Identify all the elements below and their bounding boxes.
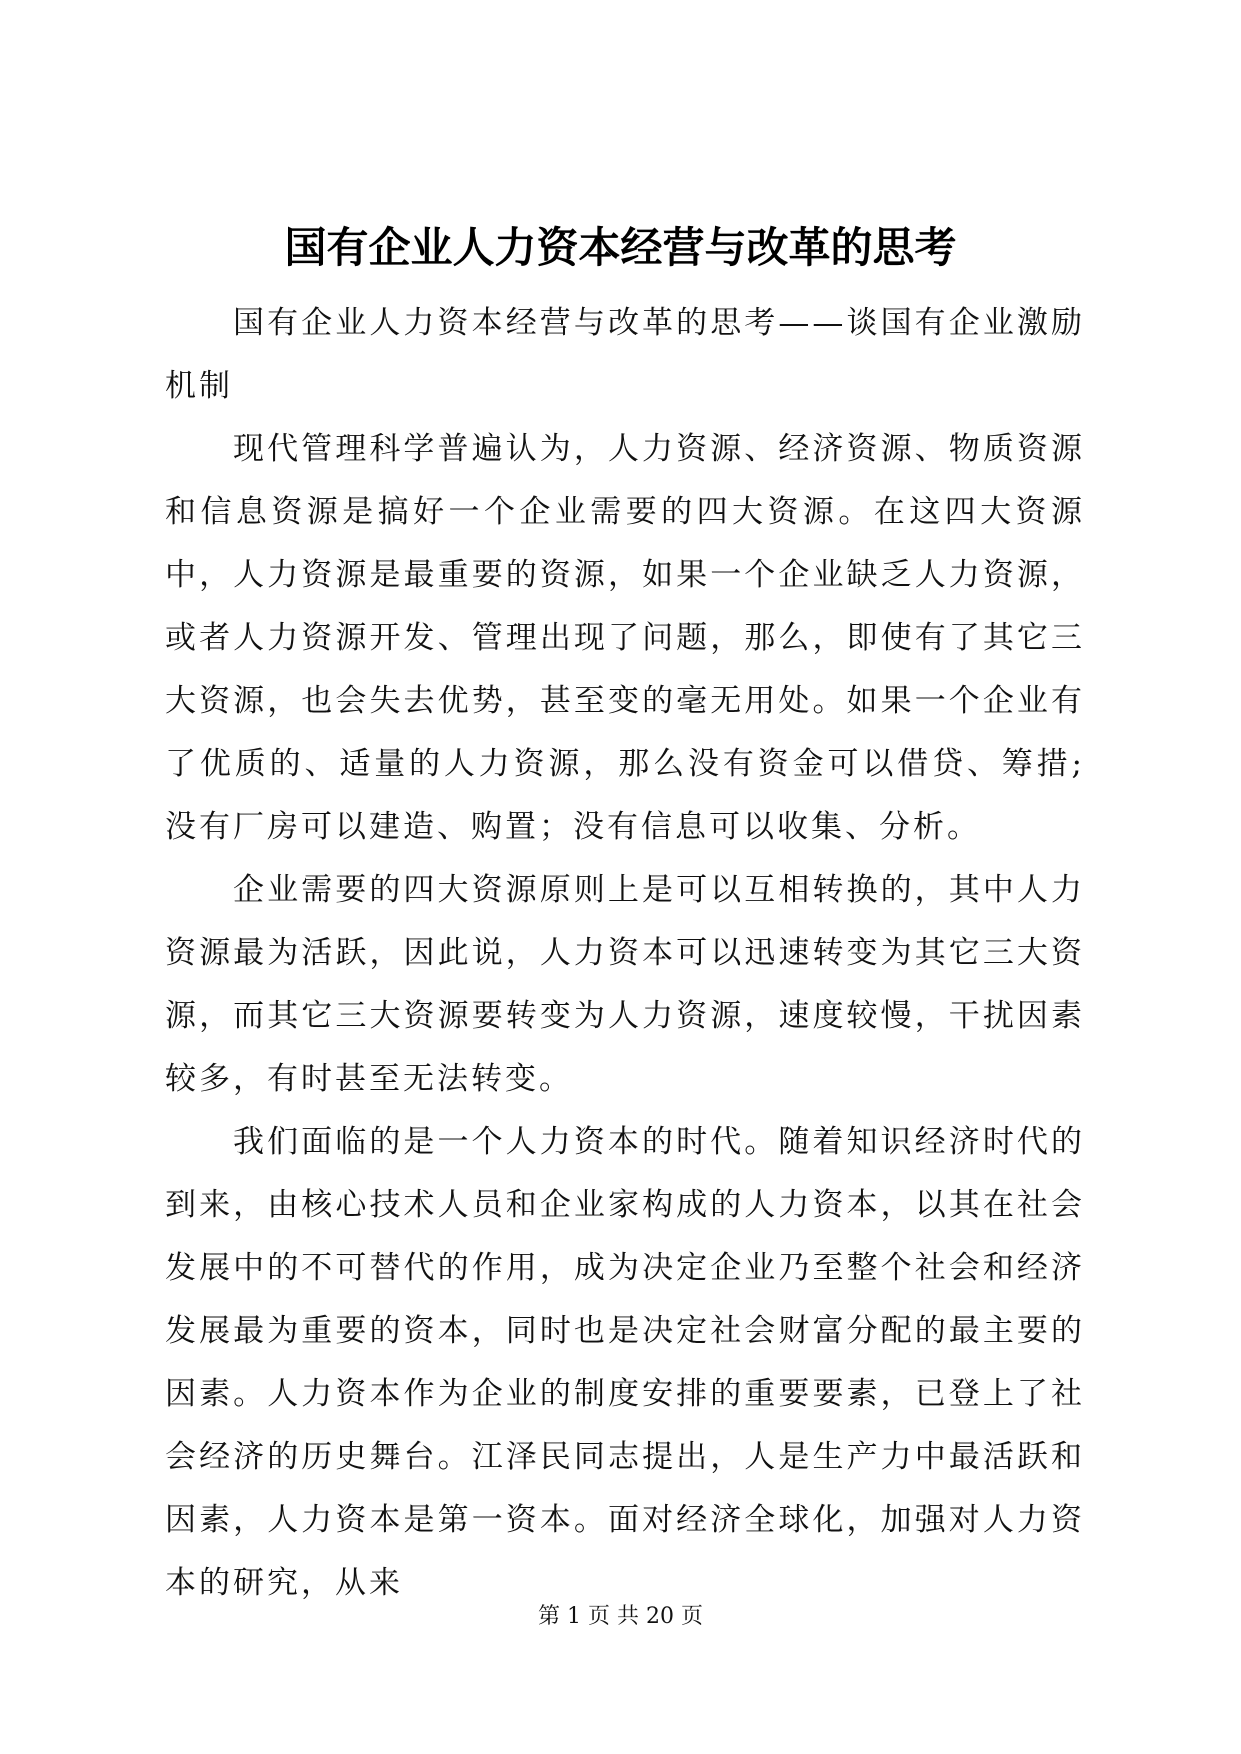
paragraph-1: 现代管理科学普遍认为，人力资源、经济资源、物质资源和信息资源是搞好一个企业需要的四大资源。在这四大资源中，人力资源是最重要的资源，如果一个企业缺乏人力资源，或者人力资源开发、管理出现了问题，那么，即使有了其它三大资源，也会失去优势，甚至变的毫无用处。如果一个企业有了优质的、适量的人力资源，那么没有资金可以借贷、筹措;没有厂房可以建造、购置；没有信息可以收集、分析。 — [165, 431, 1085, 845]
paragraph-subtitle: 国有企业人力资本经营与改革的思考——谈国有企业激励机制 — [165, 305, 1085, 404]
paragraph-2: 企业需要的四大资源原则上是可以互相转换的，其中人力资源最为活跃，因此说，人力资本可以迅速转变为其它三大资源，而其它三大资源要转变为人力资源，速度较慢，干扰因素较多，有时甚至无法转变。 — [165, 872, 1085, 1097]
page-footer: 第 1 页 共 20 页 — [538, 1604, 703, 1629]
document-title: 国有企业人力资本经营与改革的思考 — [284, 223, 957, 272]
document-body — [165, 292, 1085, 1615]
paragraph-3: 我们面临的是一个人力资本的时代。随着知识经济时代的到来，由核心技术人员和企业家构成的人力资本，以其在社会发展中的不可替代的作用，成为决定企业乃至整个社会和经济发展最为重要的资本，同时也是决定社会财富分配的最主要的因素。人力资本作为企业的制度安排的重要要素，已登上了社会经济的历史舞台。江泽民同志提出，人是生产力中最活跃和因素，人力资本是第一资本。面对经济全球化，加强对人力资本的研究，从来 — [165, 1124, 1085, 1601]
